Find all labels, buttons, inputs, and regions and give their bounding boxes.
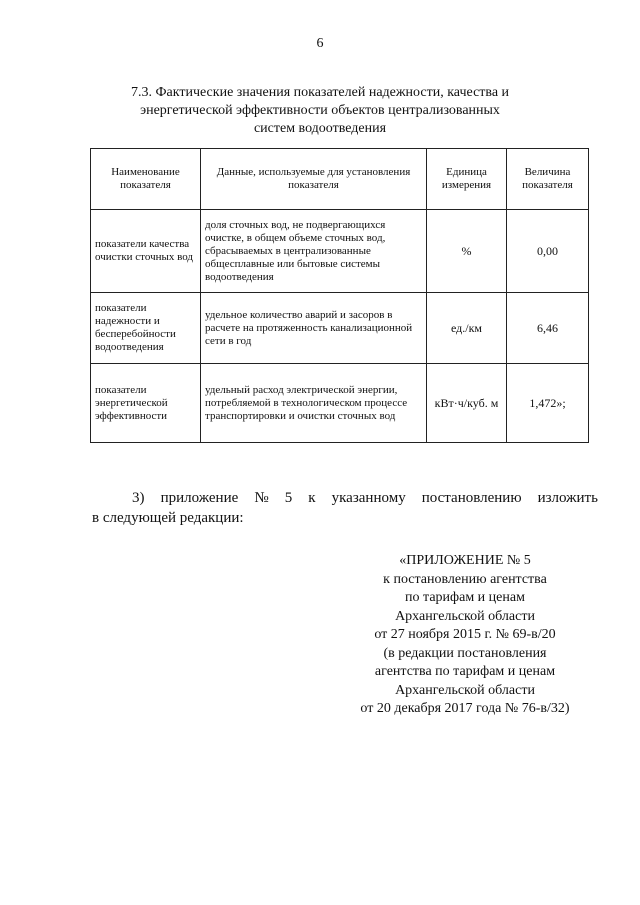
appendix-line: (в редакции постановления [383, 645, 547, 661]
table-header-row [91, 149, 589, 210]
column-header-value: Величина показателя [507, 149, 589, 210]
indicator-data: удельный расход электрической энергии, потребляемой в технологическом процессе транспортировки и очистки сточных вод [201, 364, 427, 443]
section-title-line: энергетической эффективности объектов централизованных [140, 103, 500, 118]
indicator-name: показатели энергетической эффективности [91, 364, 201, 443]
paragraph-word: к [308, 490, 316, 506]
indicator-data: доля сточных вод, не подвергающихся очистке, в общем объеме сточных вод, сбрасываемых в централизованные общесплавные или бытовые системы водоотведения [201, 210, 427, 293]
paragraph-word: 5 [284, 490, 293, 506]
appendix-line: Архангельской области [395, 682, 535, 698]
appendix-line: Архангельской области [395, 608, 535, 624]
section-title [120, 84, 520, 138]
column-header-unit: Единица измерения [427, 149, 507, 210]
paragraph-line: в следующей редакции: [92, 510, 244, 526]
indicators-table [90, 148, 589, 443]
paragraph-word: приложение [160, 490, 239, 506]
indicator-name: показатели надежности и бесперебойности водоотведения [91, 293, 201, 364]
paragraph-word: № [254, 490, 269, 506]
appendix-line: «ПРИЛОЖЕНИЕ № 5 [399, 553, 531, 568]
column-header-data: Данные, используемые для установления показателя [201, 149, 427, 210]
paragraph-word: изложить [537, 490, 598, 506]
appendix-line: от 20 декабря 2017 года № 76-в/32) [360, 701, 570, 716]
appendix-header [340, 552, 590, 719]
indicator-value: 6,46 [507, 293, 589, 364]
indicator-value: 1,472»; [507, 364, 589, 443]
paragraph-word: постановлению [421, 490, 522, 506]
appendix-line: от 27 ноября 2015 г. № 69-в/20 [374, 627, 556, 642]
indicator-data: удельное количество аварий и засоров в расчете на протяженность канализационной сети в год [201, 293, 427, 364]
amendment-paragraph [92, 488, 598, 528]
section-title-line: систем водоотведения [253, 121, 387, 136]
appendix-line: агентства по тарифам и ценам [374, 664, 556, 679]
appendix-line: по тарифам и ценам [405, 590, 525, 605]
table-row [91, 210, 589, 293]
table-row [91, 293, 589, 364]
appendix-line: к постановлению агентства [383, 571, 547, 587]
paragraph-line [92, 488, 598, 508]
section-title-line: 7.3. Фактические значения показателей надежности, качества и [130, 85, 510, 100]
indicator-unit: кВт·ч/куб. м [427, 364, 507, 443]
table-row [91, 364, 589, 443]
indicator-value: 0,00 [507, 210, 589, 293]
paragraph-word: указанному [331, 490, 406, 506]
indicator-unit: ед./км [427, 293, 507, 364]
column-header-name: Наименование показателя [91, 149, 201, 210]
page-number: 6 [316, 36, 324, 51]
indicator-unit: % [427, 210, 507, 293]
indicator-name: показатели качества очистки сточных вод [91, 210, 201, 293]
paragraph-word: 3) [132, 490, 145, 506]
